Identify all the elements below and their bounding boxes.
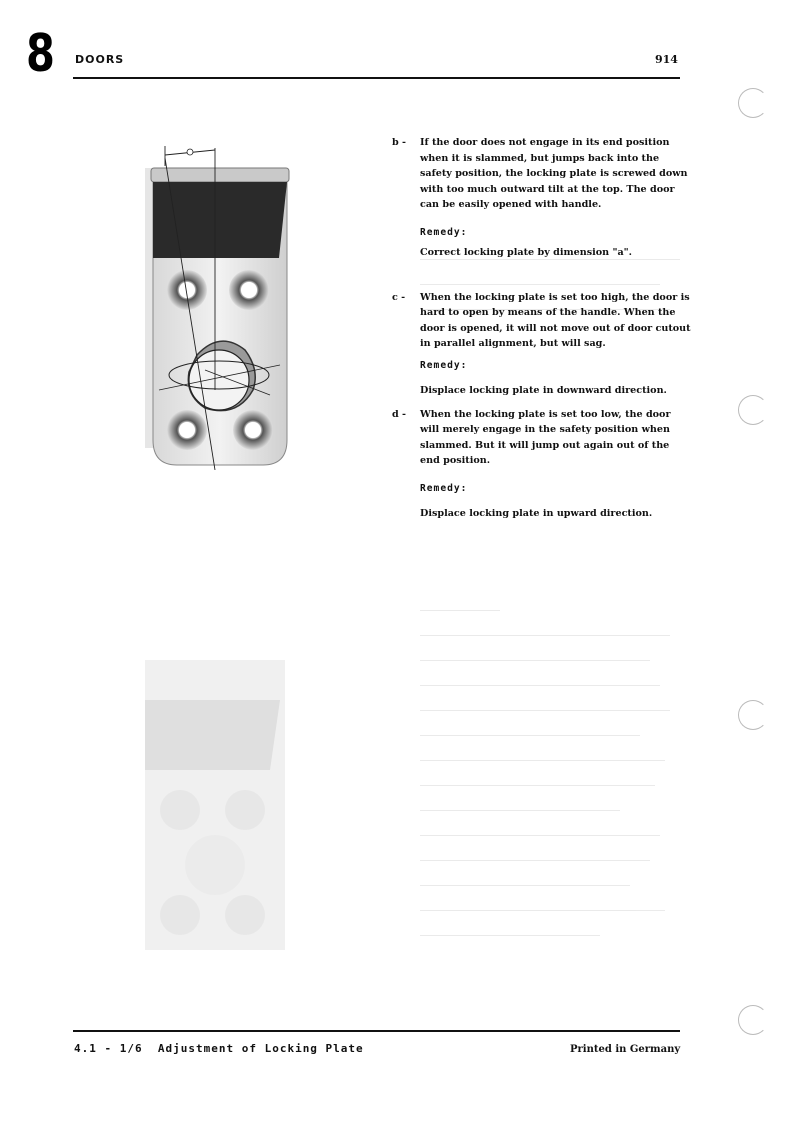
bleed-through-figure bbox=[140, 640, 290, 955]
item-c bbox=[392, 290, 692, 352]
bleed-through-texture bbox=[420, 600, 690, 950]
remedy-text: Displace locking plate in downward direction. bbox=[420, 385, 667, 396]
item-label: d - bbox=[392, 408, 407, 420]
page-title: Adjustment of Locking Plate bbox=[157, 1042, 364, 1055]
punch-hole-icon bbox=[738, 700, 768, 730]
model-number: 914 bbox=[655, 53, 678, 66]
remedy-heading: Remedy: bbox=[420, 359, 468, 371]
punch-hole-icon bbox=[738, 1005, 768, 1035]
remedy-heading: Remedy: bbox=[420, 226, 468, 238]
item-label: c - bbox=[392, 291, 406, 303]
item-text: When the locking plate is set too low, the door will merely engage in the safety position when slammed. But it will jump out again out of the end position. bbox=[420, 408, 671, 466]
item-label: b - bbox=[392, 137, 407, 148]
item-b bbox=[392, 135, 692, 213]
item-text: If the door does not engage in its end position when it is slammed, but jumps back into the safety position, the locking plate is screwed down with too much outward tilt at the top. The door can be easily opened with handle. bbox=[420, 137, 688, 210]
page-reference: 4.1 - 1/6 bbox=[74, 1042, 143, 1055]
punch-hole-icon bbox=[738, 395, 768, 425]
content-column bbox=[392, 135, 692, 522]
remedy-heading: Remedy: bbox=[420, 482, 468, 494]
footer-rule bbox=[73, 1030, 680, 1032]
footer-page-ref bbox=[74, 1042, 364, 1055]
item-text: When the locking plate is set too high, the door is hard to open by means of the handle. When the door is opened, it will not move out of door cutout in parallel alignment, but will sag. bbox=[420, 291, 691, 349]
header-rule bbox=[73, 77, 680, 79]
punch-hole-icon bbox=[738, 88, 768, 118]
chapter-number: 8 bbox=[26, 24, 55, 84]
remedy-text: Correct locking plate by dimension "a". bbox=[420, 247, 633, 258]
section-title: DOORS bbox=[75, 53, 125, 66]
remedy-text: Displace locking plate in upward direction. bbox=[420, 508, 653, 519]
item-d bbox=[392, 407, 692, 469]
locking-plate-figure bbox=[145, 140, 295, 470]
printed-in-note: Printed in Germany bbox=[570, 1044, 681, 1055]
